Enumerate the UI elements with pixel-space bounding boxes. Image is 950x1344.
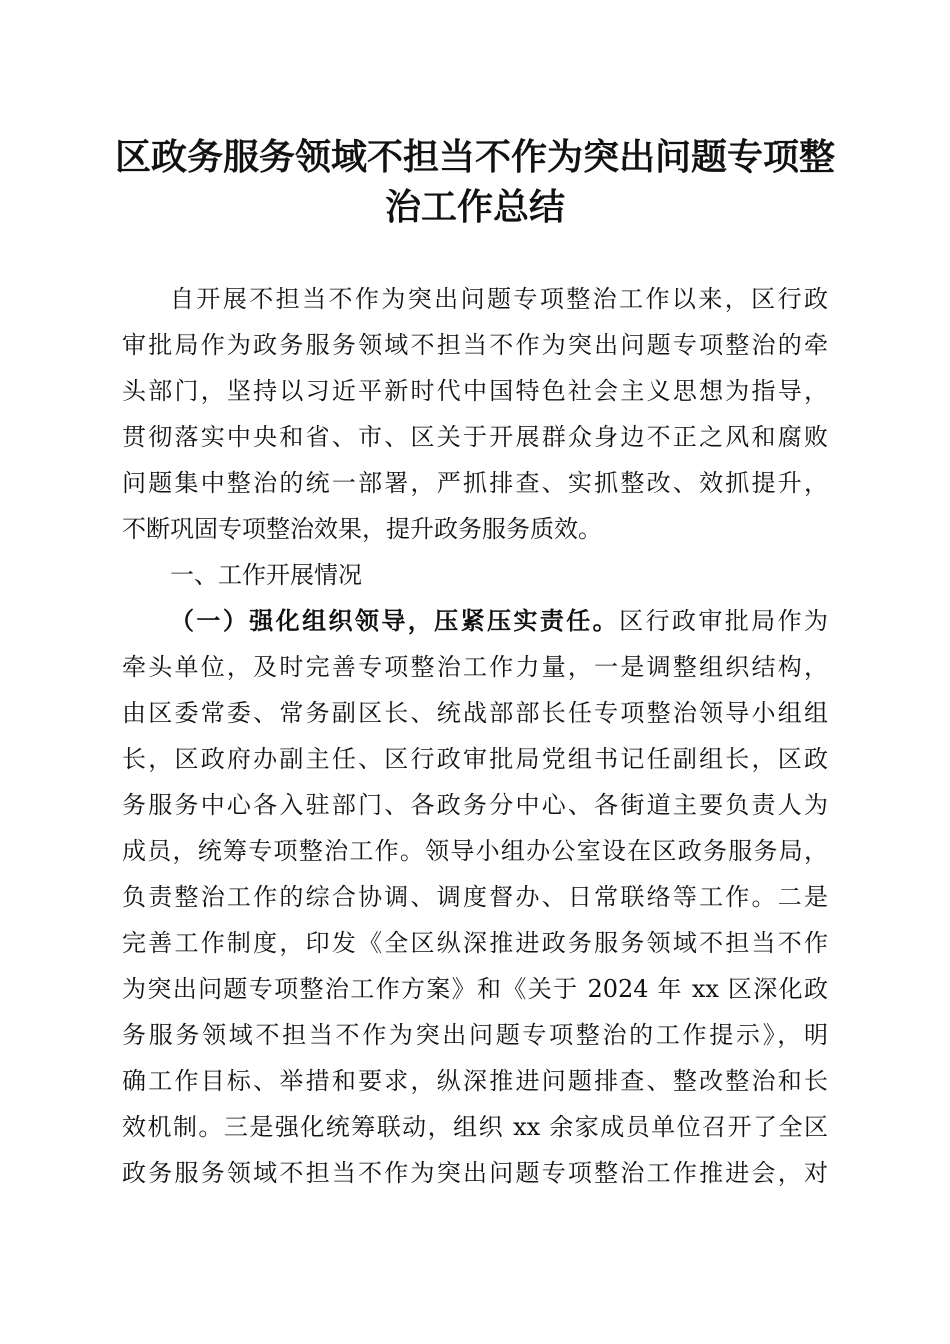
section-paragraph [122,598,828,1196]
intro-line: 不断巩固专项整治效果，提升政务服务质效。 [122,515,602,543]
paragraph-line: 效机制。三是强化统筹联动，组织 xx 余家成员单位召开了全区 [122,1113,828,1141]
intro-line: 自开展不担当不作为突出问题专项整治工作以来，区行政 [170,285,828,313]
paragraph-line: 长，区政府办副主任、区行政审批局党组书记任副组长，区政 [122,745,828,773]
paragraph-line: 牵头单位，及时完善专项整治工作力量，一是调整组织结构， [122,653,828,681]
intro-paragraph [122,276,828,552]
paragraph-line [122,598,828,644]
paragraph-line: 成员，统筹专项整治工作。领导小组办公室设在区政务服务局， [122,837,828,865]
intro-line: 头部门，坚持以习近平新时代中国特色社会主义思想为指导， [122,377,828,405]
paragraph-lead: （一）强化组织领导，压紧压实责任。 [170,606,620,635]
document-body [122,276,828,1196]
intro-line: 审批局作为政务服务领域不担当不作为突出问题专项整治的牵 [122,331,828,359]
title-line-1: 区政务服务领域不担当不作为突出问题专项整 [114,136,835,178]
paragraph-line: 完善工作制度，印发《全区纵深推进政务服务领域不担当不作 [122,929,828,957]
paragraph-line: 负责整治工作的综合协调、调度督办、日常联络等工作。二是 [122,883,828,911]
title-line-2: 治工作总结 [384,186,565,228]
paragraph-line: 政务服务领域不担当不作为突出问题专项整治工作推进会，对 [122,1159,828,1187]
paragraph-line: 由区委常委、常务副区长、统战部部长任专项整治领导小组组 [122,699,828,727]
paragraph-lead-rest: 区行政审批局作为 [619,607,829,635]
paragraph-line: 为突出问题专项整治工作方案》和《关于 2024 年 xx 区深化政 [122,975,828,1003]
section-heading: 一、工作开展情况 [170,561,362,589]
paragraph-line: 务服务领域不担当不作为突出问题专项整治的工作提示》，明 [122,1021,828,1049]
paragraph-line: 务服务中心各入驻部门、各政务分中心、各街道主要负责人为 [122,791,828,819]
paragraph-line: 确工作目标、举措和要求，纵深推进问题排查、整改整治和长 [122,1067,828,1095]
intro-line: 问题集中整治的统一部署，严抓排查、实抓整改、效抓提升， [122,469,828,497]
intro-line: 贯彻落实中央和省、市、区关于开展群众身边不正之风和腐败 [122,423,828,451]
document-title [110,132,840,232]
